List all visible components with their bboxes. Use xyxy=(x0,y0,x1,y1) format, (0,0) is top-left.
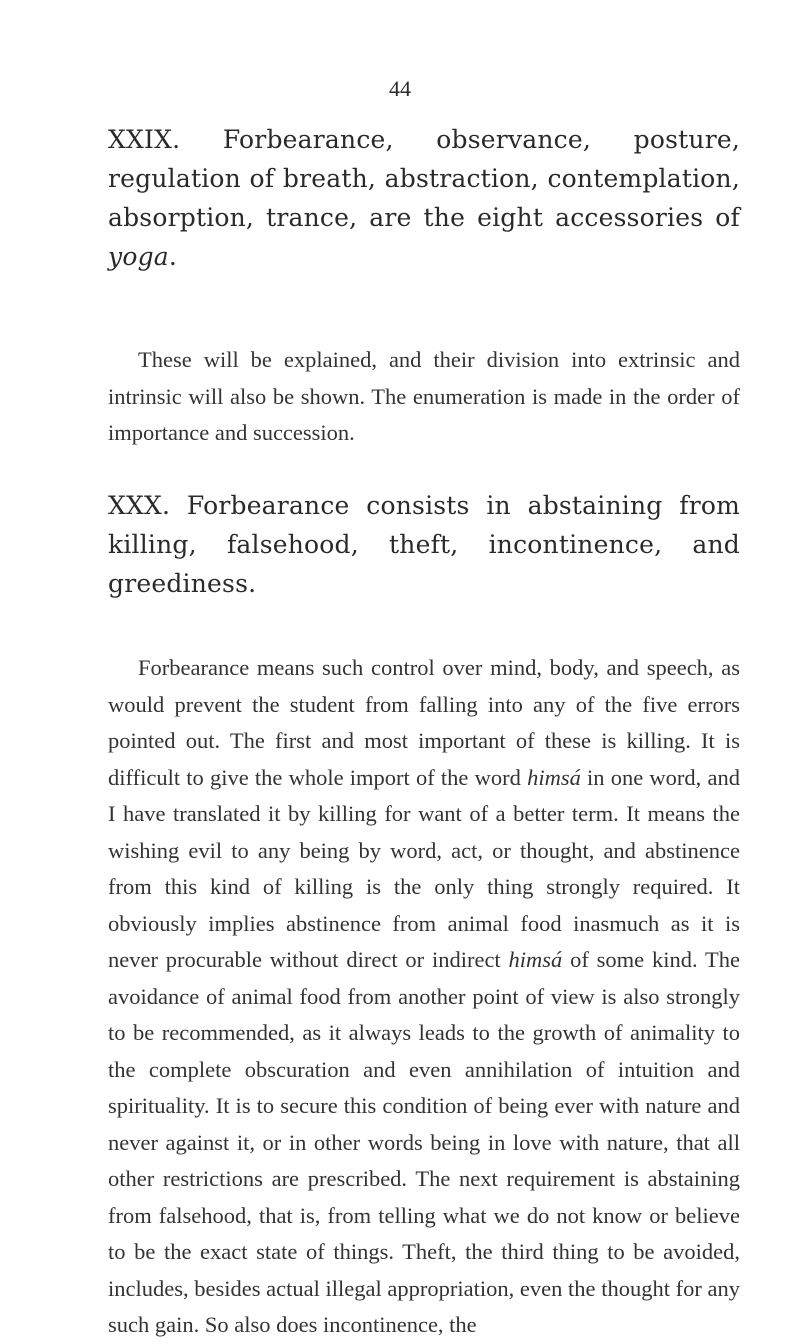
sutra-number: XXIX. xyxy=(108,125,181,154)
sutra-text: Forbearance, observance, posture, regulation of breath, abstraction, contemplation, absorption, trance, are the eight accessories of xyxy=(108,125,740,232)
commentary-text-part-3: of some kind. The avoidance of animal food from another point of view is also strongly to be recommended, as it always leads to the growth of animality to the complete obscuration and even annihilation of intuition and spirituality. It is to secure this condition of being ever with nature and never against it, or in other words being in love with nature, that all other restrictions are prescribed. The next requirement is abstaining from falsehood, that is, from telling what we do not know or believe to be the exact state of things. Theft, the third thing to be avoided, includes, besides actual illegal appropriation, even the thought for any such gain. So also does incontinence, the xyxy=(108,947,740,1337)
commentary-30 xyxy=(108,650,740,1344)
page-number: 44 xyxy=(389,76,411,101)
commentary-text: These will be explained, and their division into extrinsic and intrinsic will also be shown. The enumeration is made in the order of importance and succession. xyxy=(108,347,740,445)
commentary-term-himsa: himsá xyxy=(508,947,563,972)
commentary-text-part-1: Forbearance means such control over mind, body, and speech, as would prevent the student from falling into any of the five errors pointed out. The first and most important of these is killing. It is difficult to give the whole import of the word xyxy=(108,655,740,790)
sutra-term: yoga xyxy=(108,242,169,271)
commentary-29 xyxy=(108,342,740,452)
commentary-text-part-2: in one word, and I have translated it by killing for want of a better term. It means the wishing evil to any being by word, act, or thought, and abstinence from this kind of killing is the only thing strongly required. It obviously implies abstinence from animal food inasmuch as it is never procurable without direct or indirect xyxy=(108,764,740,972)
commentary-term-himsa: himsá xyxy=(527,764,581,790)
sutra-number: XXX. xyxy=(108,491,171,520)
sutra-30 xyxy=(108,486,740,603)
sutra-text-end: . xyxy=(168,242,178,271)
sutra-text: Forbearance consists in abstaining from killing, falsehood, theft, incontinence, and greediness. xyxy=(108,491,740,598)
sutra-29 xyxy=(108,120,740,276)
